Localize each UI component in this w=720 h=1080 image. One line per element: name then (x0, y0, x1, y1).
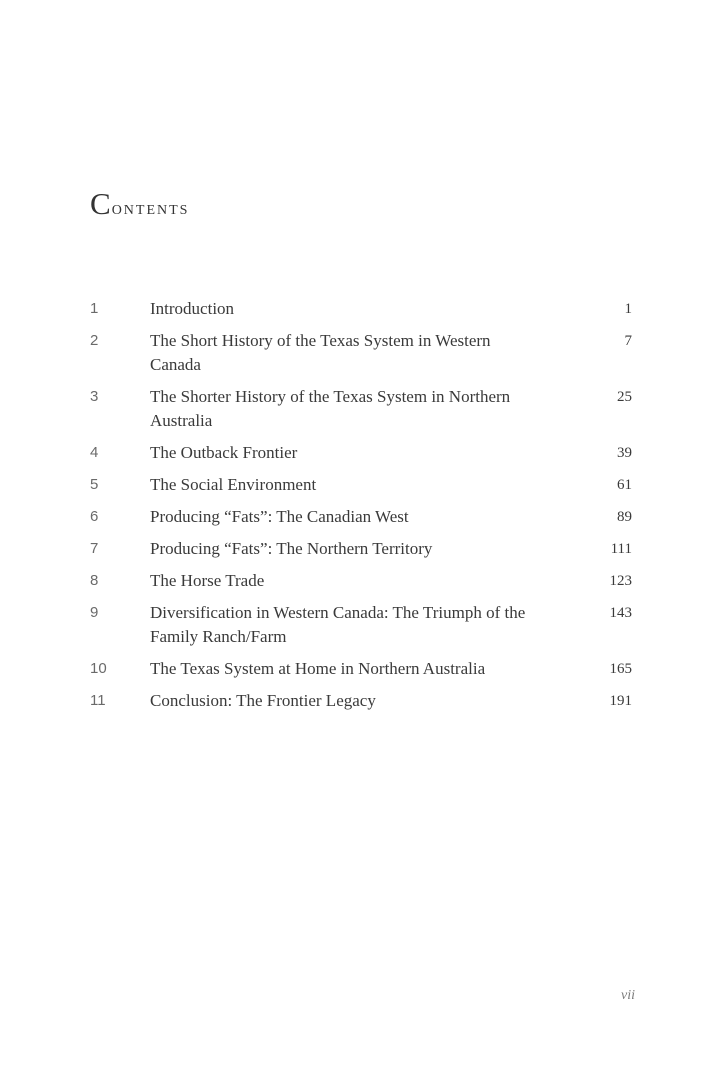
page-title (90, 186, 189, 222)
chapter-page: 191 (609, 693, 632, 709)
chapter-number: 8 (90, 572, 99, 589)
chapter-number: 7 (90, 540, 99, 557)
chapter-title: Introduction (150, 299, 235, 318)
chapter-page: 111 (610, 541, 632, 557)
chapter-page: 165 (609, 661, 632, 677)
chapter-title: The Horse Trade (150, 571, 265, 590)
chapter-title: The Texas System at Home in Northern Australia (150, 659, 486, 678)
chapter-number: 2 (90, 332, 99, 349)
toc-entry (0, 505, 720, 529)
chapter-page: 123 (609, 573, 632, 589)
toc-entry (0, 329, 720, 377)
chapter-number: 1 (90, 300, 99, 317)
chapter-title: The Outback Frontier (150, 443, 298, 462)
chapter-page: 143 (609, 605, 632, 621)
page-title-initial: C (90, 186, 112, 221)
chapter-title: Producing “Fats”: The Northern Territory (150, 539, 433, 558)
toc-entry (0, 297, 720, 321)
chapter-number: 6 (90, 508, 99, 525)
chapter-number: 4 (90, 444, 99, 461)
chapter-title: Producing “Fats”: The Canadian West (150, 507, 409, 526)
chapter-number: 5 (90, 476, 99, 493)
chapter-page: 25 (617, 389, 632, 405)
chapter-number: 9 (90, 604, 99, 621)
chapter-title: The Shorter History of the Texas System in Northern Australia (150, 387, 511, 430)
toc-entry (0, 385, 720, 433)
toc-entry (0, 441, 720, 465)
chapter-number: 10 (90, 660, 107, 677)
chapter-page: 7 (624, 333, 632, 349)
chapter-page: 39 (617, 445, 632, 461)
page-number: vii (621, 988, 635, 1003)
chapter-number: 11 (90, 692, 106, 709)
toc-entry (0, 601, 720, 649)
chapter-title: The Short History of the Texas System in Western Canada (150, 331, 491, 374)
toc-entry (0, 689, 720, 713)
table-of-contents (0, 297, 720, 721)
toc-entry (0, 657, 720, 681)
page-title-rest: ontents (111, 197, 190, 219)
chapter-number: 3 (90, 388, 99, 405)
chapter-title: Conclusion: The Frontier Legacy (150, 691, 376, 710)
chapter-page: 89 (617, 509, 632, 525)
toc-entry (0, 473, 720, 497)
chapter-page: 1 (624, 301, 632, 317)
toc-entry (0, 537, 720, 561)
chapter-title: The Social Environment (150, 475, 317, 494)
chapter-title: Diversification in Western Canada: The Triumph of the Family Ranch/Farm (150, 603, 526, 646)
chapter-page: 61 (617, 477, 632, 493)
toc-entry (0, 569, 720, 593)
